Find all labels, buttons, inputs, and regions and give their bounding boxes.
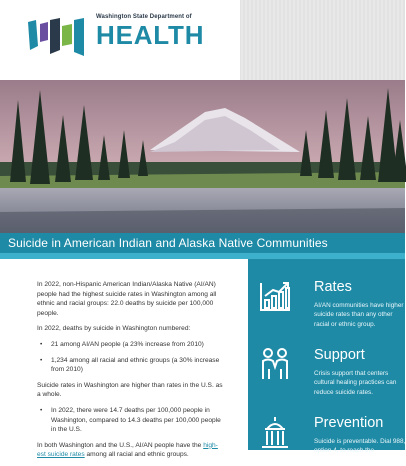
logo-agency: HEALTH [96, 20, 205, 50]
deaths-list [37, 340, 225, 375]
list-item: • 1,234 among all racial and ethnic groups (a 30% increase from 2010) [37, 356, 225, 375]
closing-text-pre: In both Washington and the U.S., AI/AN people have the [37, 441, 204, 449]
highest-suicide-rates-link[interactable]: high-est suicide rates [37, 441, 218, 459]
landscape-photo [0, 80, 405, 233]
prevention-text: Suicide is preventable. Dial 988, option 4, to reach the [314, 438, 406, 455]
list-item: • 21 among AI/AN people (a 23% increase from 2010) [37, 340, 225, 350]
logo-wordmark [96, 14, 204, 49]
page-header [0, 0, 405, 80]
closing-text-post: among all racial and ethnic groups. [84, 451, 189, 459]
title-banner [0, 233, 405, 253]
us-list [37, 406, 225, 435]
deaths-intro: In 2022, deaths by suicide in Washington numbered: [37, 325, 191, 333]
key-facts-sidebar [248, 259, 406, 455]
intro-paragraph: In 2022, non-Hispanic American Indian/Alaska Native (AI/AN) people had the highest suicide rates in Washington among all ethnic and racial groups: 22.0 deaths by suicide per 100,000 people. [37, 281, 217, 317]
us-compare-paragraph: Suicide rates in Washington are higher than rates in the U.S. as a whole. [37, 381, 223, 399]
people-support-icon [258, 347, 292, 381]
logo-department: Washington State Department of [96, 14, 192, 20]
list-item: • In 2022, there were 14.7 deaths per 100,000 people in Washington, compared to 14.3 deaths per 100,000 people in the U.S. [37, 406, 225, 435]
support-text: Crisis support that centers cultural healing practices can reduce suicide rates. [314, 370, 397, 396]
page-title: Suicide in American Indian and Alaska Native Communities [8, 236, 328, 250]
prevention-title: Prevention [314, 415, 384, 431]
closing-paragraph [37, 441, 225, 460]
rates-text: AI/AN communities have higher suicide rates than any other racial or ethnic group. [314, 302, 404, 328]
support-title: Support [314, 347, 365, 363]
doh-logo-icon [26, 16, 96, 58]
header-pattern [240, 0, 405, 80]
main-content [37, 280, 225, 466]
rates-title: Rates [314, 279, 352, 295]
bar-chart-icon [258, 279, 292, 313]
capitol-building-icon [258, 415, 292, 449]
